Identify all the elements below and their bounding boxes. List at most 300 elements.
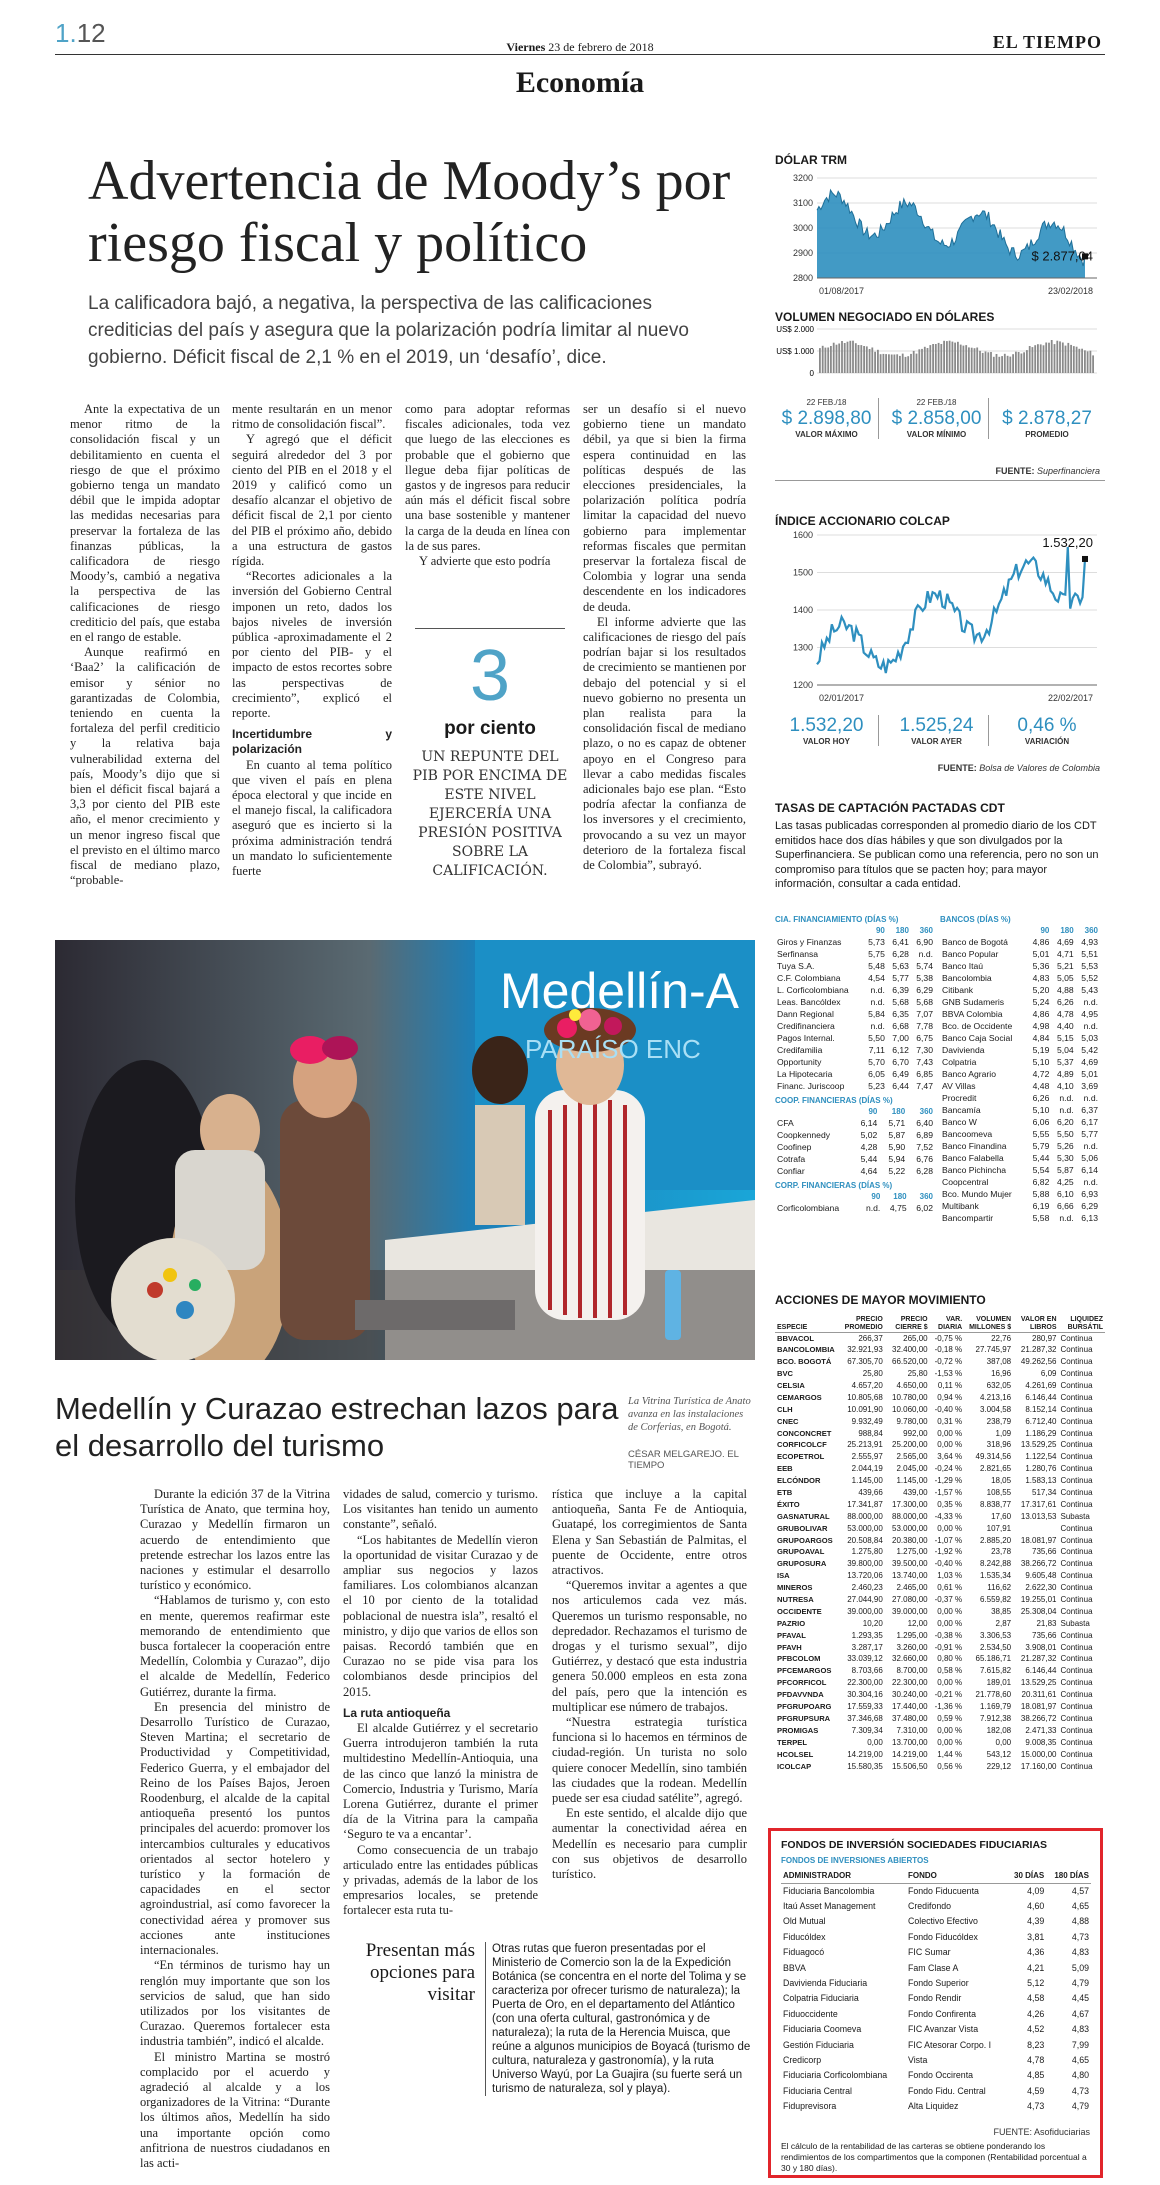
table-row bbox=[781, 1929, 1091, 1944]
stock-value: -1,57 % bbox=[934, 1488, 963, 1498]
stock-value: 2.565,00 bbox=[896, 1452, 928, 1462]
stock-value: 7.309,34 bbox=[851, 1725, 883, 1735]
stock-value: 735,66 bbox=[1032, 1547, 1057, 1557]
volume-bar bbox=[871, 348, 873, 374]
return-180d: 4,83 bbox=[1071, 1947, 1089, 1958]
table-row bbox=[775, 936, 935, 948]
funds-title: FONDOS DE INVERSIÓN SOCIEDADES FIDUCIARIAS bbox=[781, 1839, 1048, 1851]
table-row bbox=[781, 1945, 1091, 1960]
rate-value: 4,48 bbox=[1032, 1081, 1050, 1091]
table-row bbox=[940, 1212, 1100, 1224]
stock-value: Subasta bbox=[1060, 1511, 1090, 1521]
stock-value: 0,00 bbox=[995, 1737, 1012, 1747]
table-row bbox=[775, 984, 935, 996]
table-row bbox=[775, 1368, 1105, 1380]
rate-value: 6,35 bbox=[892, 1009, 909, 1019]
stock-value: Subasta bbox=[1060, 1618, 1090, 1628]
table-row bbox=[940, 1104, 1100, 1116]
volume-bar bbox=[858, 345, 860, 373]
volume-bar bbox=[836, 345, 838, 373]
table-row bbox=[775, 996, 935, 1008]
fund-admin: Fiduoccidente bbox=[783, 2008, 838, 2019]
stock-value: Continua bbox=[1060, 1523, 1093, 1533]
stock-value: Continua bbox=[1060, 1713, 1093, 1723]
stock-value: 32.400,00 bbox=[892, 1345, 928, 1355]
rate-value: 6,26 bbox=[1032, 1093, 1050, 1103]
stock-value: 2,87 bbox=[995, 1618, 1012, 1628]
volume-bar bbox=[827, 348, 829, 374]
stat-value: 1.532,20 bbox=[789, 715, 864, 736]
table-row bbox=[775, 1534, 1105, 1546]
return-180d: 4,65 bbox=[1071, 2054, 1089, 2065]
stock-value: 10,20 bbox=[862, 1618, 883, 1628]
volume-bar bbox=[965, 345, 967, 373]
stock-value: 23,78 bbox=[991, 1547, 1012, 1557]
stock-value: 1,09 bbox=[995, 1428, 1012, 1438]
rate-value: 5,68 bbox=[916, 997, 933, 1007]
stock-symbol: OCCIDENTE bbox=[777, 1606, 822, 1616]
last-value-label: $ 2.877,04 bbox=[1031, 248, 1093, 264]
stock-value: 0,56 % bbox=[937, 1761, 963, 1771]
return-180d: 4,79 bbox=[1071, 1978, 1089, 1989]
rate-value: 4,71 bbox=[1056, 949, 1074, 959]
days-label: 360 bbox=[919, 1106, 933, 1116]
volume-bar bbox=[943, 341, 945, 373]
table-row bbox=[775, 1594, 1105, 1606]
stat-label: VALOR AYER bbox=[911, 737, 962, 746]
stock-value: 2.460,23 bbox=[851, 1583, 883, 1593]
stock-value: 21.287,32 bbox=[1020, 1345, 1057, 1355]
divider bbox=[775, 480, 1105, 481]
rate-value: n.d. bbox=[1083, 1177, 1098, 1187]
rate-value: 5,37 bbox=[1056, 1057, 1074, 1067]
rate-value: 5,51 bbox=[1081, 949, 1098, 959]
fund-name: Fondo Fidu. Central bbox=[908, 2085, 986, 2096]
volume-bar bbox=[860, 345, 862, 373]
entity-name: AV Villas bbox=[942, 1081, 976, 1091]
stock-value: 17.160,00 bbox=[1020, 1761, 1057, 1771]
stock-symbol: CEMARGOS bbox=[777, 1392, 822, 1402]
rate-value: 5,90 bbox=[888, 1142, 906, 1152]
stock-symbol: HCOLSEL bbox=[777, 1749, 814, 1759]
return-180d: 4,80 bbox=[1071, 2070, 1089, 2081]
column-header: ADMINISTRADOR bbox=[781, 1869, 906, 1883]
fund-name: Fondo Fiducuenta bbox=[908, 1885, 979, 1896]
stock-value: 15.506,50 bbox=[892, 1761, 928, 1771]
rate-value: 6,02 bbox=[916, 1203, 933, 1213]
stat-label: PROMEDIO bbox=[1025, 430, 1069, 439]
volume-bar bbox=[896, 354, 898, 373]
stock-value: 0,00 % bbox=[937, 1618, 963, 1628]
stock-value: 14.219,00 bbox=[892, 1749, 928, 1759]
stock-symbol: ISA bbox=[777, 1571, 790, 1581]
stock-value: Continua bbox=[1060, 1535, 1093, 1545]
rate-value: 6,17 bbox=[1081, 1117, 1098, 1127]
stock-symbol: GRUPOAVAL bbox=[777, 1547, 825, 1557]
return-180d: 4,65 bbox=[1071, 1901, 1089, 1912]
entity-name: Citibank bbox=[942, 985, 974, 995]
stat-block bbox=[775, 398, 879, 439]
stock-value: 13.740,00 bbox=[892, 1571, 928, 1581]
fund-name: Fondo Superior bbox=[908, 1978, 969, 1989]
stock-value: 1.169,79 bbox=[979, 1702, 1012, 1712]
stock-value: Continua bbox=[1060, 1737, 1093, 1747]
cdt-group-header: BANCOS (DÍAS %) bbox=[940, 915, 1011, 924]
fund-name: Fam Clase A bbox=[908, 1962, 959, 1973]
stat-value: $ 2.858,00 bbox=[891, 408, 982, 429]
fund-name: Alta Liquidez bbox=[908, 2101, 959, 2112]
rate-value: 5,44 bbox=[1032, 1153, 1050, 1163]
table-row bbox=[775, 1356, 1105, 1368]
volume-bar bbox=[927, 348, 929, 373]
stock-value: 3.306,53 bbox=[979, 1630, 1012, 1640]
volume-bar bbox=[883, 354, 885, 373]
stock-value: 0,00 % bbox=[937, 1606, 963, 1616]
rate-value: 5,52 bbox=[1081, 973, 1098, 983]
funds-source: FUENTE: Asofiduciarias bbox=[993, 2127, 1090, 2137]
entity-name: Tuya S.A. bbox=[777, 961, 815, 971]
volume-bar bbox=[968, 347, 970, 373]
colcap-source: FUENTE: Bolsa de Valores de Colombia bbox=[937, 763, 1100, 773]
volume-bar bbox=[913, 351, 915, 373]
last-value-label: 1.532,20 bbox=[1042, 534, 1093, 550]
stock-value: 14.219,00 bbox=[847, 1749, 883, 1759]
stock-symbol: EEB bbox=[777, 1464, 793, 1474]
stock-symbol: GRUBOLIVAR bbox=[777, 1523, 828, 1533]
rate-value: n.d. bbox=[1083, 1093, 1098, 1103]
stock-value: 27.080,00 bbox=[892, 1595, 928, 1605]
table-row bbox=[775, 1677, 1105, 1689]
stock-value: 39.000,00 bbox=[892, 1606, 928, 1616]
rate-value: 4,28 bbox=[860, 1142, 878, 1152]
rate-value: 6,39 bbox=[892, 985, 909, 995]
entity-name: Banco Caja Social bbox=[942, 1033, 1013, 1043]
table-row bbox=[940, 948, 1100, 960]
stock-value: 2.045,00 bbox=[896, 1464, 928, 1474]
rate-value: 6,89 bbox=[916, 1130, 933, 1140]
y-tick-label: 3100 bbox=[792, 198, 813, 208]
table-row bbox=[940, 1032, 1100, 1044]
stock-value: 17.341,87 bbox=[847, 1499, 883, 1509]
stock-value: 517,34 bbox=[1032, 1488, 1057, 1498]
table-row bbox=[775, 1391, 1105, 1403]
stock-value: 38,85 bbox=[991, 1606, 1012, 1616]
stock-symbol: PAZRIO bbox=[777, 1618, 806, 1628]
table-row bbox=[775, 1748, 1105, 1760]
days-label: 90 bbox=[875, 925, 885, 935]
stock-value: 15.580,35 bbox=[847, 1761, 883, 1771]
rate-value: 5,87 bbox=[888, 1130, 906, 1140]
rate-value: 4,10 bbox=[1056, 1081, 1074, 1091]
table-row bbox=[940, 1056, 1100, 1068]
volume-bar bbox=[822, 346, 824, 373]
last-point-marker bbox=[1082, 556, 1088, 562]
stock-value: Continua bbox=[1060, 1416, 1093, 1426]
volume-bar bbox=[1040, 344, 1042, 373]
volume-bar bbox=[918, 349, 920, 373]
stock-value: 1,44 % bbox=[937, 1749, 963, 1759]
stock-value: 2.471,33 bbox=[1025, 1725, 1057, 1735]
stock-value: 20.508,84 bbox=[847, 1535, 883, 1545]
table-row bbox=[775, 1605, 1105, 1617]
volume-bar bbox=[952, 342, 954, 373]
stock-value: 20.311,61 bbox=[1021, 1690, 1057, 1700]
funds-table bbox=[781, 1869, 1091, 2114]
volume-bar bbox=[1001, 356, 1003, 373]
stat-label: VALOR HOY bbox=[803, 737, 850, 746]
stock-value: 0,94 % bbox=[937, 1392, 963, 1402]
volume-bar bbox=[1090, 351, 1092, 373]
stat-date bbox=[995, 398, 1099, 408]
stock-value: 49.314,56 bbox=[975, 1452, 1012, 1462]
y-tick-label: 1500 bbox=[792, 567, 813, 578]
return-180d: 4,45 bbox=[1071, 1993, 1089, 2004]
stock-value: 22.300,00 bbox=[847, 1678, 883, 1688]
stock-value: Continua bbox=[1060, 1630, 1093, 1640]
rate-value: 5,50 bbox=[868, 1033, 885, 1043]
stock-value: 6.559,82 bbox=[979, 1595, 1012, 1605]
rate-value: 6,66 bbox=[1056, 1201, 1074, 1211]
stock-value: -0,24 % bbox=[934, 1464, 963, 1474]
stock-value: 2.555,97 bbox=[851, 1452, 883, 1462]
fund-admin: Itaú Asset Management bbox=[783, 1901, 876, 1912]
table-row bbox=[775, 948, 935, 960]
table-row bbox=[781, 2098, 1091, 2113]
rate-value: 5,03 bbox=[1081, 1033, 1098, 1043]
stock-value: 21,83 bbox=[1036, 1618, 1057, 1628]
rate-value: 6,12 bbox=[892, 1045, 909, 1055]
stock-value: 32.921,93 bbox=[847, 1345, 883, 1355]
page-number: 1.12 bbox=[55, 18, 106, 48]
stock-value: 735,66 bbox=[1032, 1630, 1057, 1640]
volume-bar bbox=[874, 352, 876, 373]
stock-value: 543,12 bbox=[986, 1749, 1012, 1759]
stock-symbol: GRUPOSURA bbox=[777, 1559, 827, 1569]
return-180d: 4,88 bbox=[1071, 1916, 1089, 1927]
volume-bar bbox=[852, 341, 854, 373]
column-header: PRECIO CIERRE $ bbox=[885, 1310, 930, 1332]
volume-bar bbox=[899, 356, 901, 373]
entity-name: Bco. Mundo Mujer bbox=[942, 1189, 1012, 1199]
table-row bbox=[940, 1020, 1100, 1032]
volume-chart bbox=[775, 325, 1105, 380]
table-row bbox=[775, 1202, 935, 1214]
stock-value: -1,07 % bbox=[934, 1535, 963, 1545]
volume-bar bbox=[924, 347, 926, 373]
stock-value: 4.213,16 bbox=[979, 1392, 1012, 1402]
table-row bbox=[775, 1008, 935, 1020]
stock-value: 266,37 bbox=[858, 1333, 883, 1343]
days-label: 180 bbox=[895, 925, 909, 935]
return-180d: 4,73 bbox=[1071, 2085, 1089, 2096]
rate-value: 5,15 bbox=[1056, 1033, 1074, 1043]
volume-bar bbox=[855, 343, 857, 373]
rate-value: 4,40 bbox=[1056, 1021, 1074, 1031]
volume-bar bbox=[1032, 347, 1034, 373]
table-row bbox=[775, 1427, 1105, 1439]
stock-value: 53.000,00 bbox=[847, 1523, 883, 1533]
volume-bar bbox=[938, 343, 940, 373]
entity-name: GNB Sudameris bbox=[942, 997, 1005, 1007]
stock-value: 1.275,80 bbox=[851, 1547, 883, 1557]
stock-value: 67.305,70 bbox=[847, 1357, 883, 1367]
rate-value: n.d. bbox=[1083, 1021, 1098, 1031]
rate-value: 5,48 bbox=[868, 961, 885, 971]
rate-value: 5,43 bbox=[1081, 985, 1098, 995]
sidebar-box-title: Presentan más opciones para visitar bbox=[365, 1940, 475, 2005]
volume-bar bbox=[1045, 343, 1047, 374]
rate-value: 4,25 bbox=[1056, 1177, 1074, 1187]
table-row bbox=[940, 972, 1100, 984]
rate-value: 4,86 bbox=[1032, 1009, 1050, 1019]
stock-value: 1.535,34 bbox=[979, 1571, 1012, 1581]
y-tick-label: 2900 bbox=[792, 248, 813, 258]
table-row bbox=[940, 1140, 1100, 1152]
rate-value: 6,14 bbox=[1081, 1165, 1098, 1175]
stock-value: 3,64 % bbox=[937, 1452, 963, 1462]
rate-value: 7,52 bbox=[916, 1142, 933, 1152]
column-header: PRECIO PROMEDIO bbox=[837, 1310, 885, 1332]
stock-value: 0,00 % bbox=[937, 1428, 963, 1438]
fund-admin: Colpatria Fiduciaria bbox=[783, 1993, 859, 2004]
entity-name: Davivienda bbox=[942, 1045, 985, 1055]
stock-value: 0,35 % bbox=[937, 1499, 963, 1509]
stock-value: 9.008,35 bbox=[1025, 1737, 1057, 1747]
stock-symbol: CORFICOLCF bbox=[777, 1440, 827, 1450]
stock-value: 439,00 bbox=[903, 1488, 928, 1498]
stock-value: 0,00 % bbox=[937, 1440, 963, 1450]
rate-value: 7,00 bbox=[892, 1033, 909, 1043]
stock-value: -0,40 % bbox=[934, 1559, 963, 1569]
volume-bar bbox=[946, 341, 948, 373]
cdt-group-header: CIA. FINANCIAMIENTO (DÍAS %) bbox=[775, 915, 899, 924]
stock-value: 3.004,58 bbox=[979, 1404, 1012, 1414]
table-row bbox=[775, 1475, 1105, 1487]
days-label: 360 bbox=[919, 1191, 933, 1201]
stock-value: 0,00 bbox=[867, 1737, 883, 1747]
volume-bar bbox=[888, 354, 890, 373]
column-header: VOLUMEN MILLONES $ bbox=[964, 1310, 1013, 1332]
table-row bbox=[775, 1056, 935, 1068]
stock-value: 1.293,35 bbox=[851, 1630, 883, 1640]
stock-value: 1.145,00 bbox=[851, 1476, 883, 1486]
days-label: 90 bbox=[1040, 925, 1050, 935]
fund-admin: Gestión Fiduciaria bbox=[783, 2039, 854, 2050]
stock-value: 30.304,16 bbox=[847, 1690, 883, 1700]
photo-credit: CÉSAR MELGAREJO. EL TIEMPO bbox=[628, 1449, 739, 1471]
volume-bar bbox=[844, 343, 846, 373]
stock-value: 0,31 % bbox=[937, 1416, 963, 1426]
entity-name: Cotrafa bbox=[777, 1154, 806, 1164]
stock-value: -0,40 % bbox=[934, 1404, 963, 1414]
table-row bbox=[940, 1128, 1100, 1140]
rate-value: 5,30 bbox=[1056, 1153, 1074, 1163]
cdt-days-header bbox=[775, 1105, 935, 1117]
stock-value: 108,55 bbox=[986, 1488, 1012, 1498]
volume-bar bbox=[1007, 356, 1009, 373]
fund-admin: Fiducóldex bbox=[783, 1931, 826, 1942]
return-30d: 4,39 bbox=[1027, 1916, 1045, 1927]
stock-value: 39.800,00 bbox=[847, 1559, 883, 1569]
rate-value: 4,95 bbox=[1081, 1009, 1098, 1019]
table-row bbox=[940, 936, 1100, 948]
stat-value: $ 2.898,80 bbox=[781, 408, 872, 429]
return-30d: 4,09 bbox=[1027, 1885, 1045, 1896]
table-row bbox=[781, 1960, 1091, 1975]
volume-bar bbox=[1034, 345, 1036, 373]
stock-symbol: CONCONCRET bbox=[777, 1428, 832, 1438]
table-row bbox=[781, 2083, 1091, 2098]
rate-value: 6,14 bbox=[860, 1118, 878, 1128]
stock-value: 107,91 bbox=[986, 1523, 1012, 1533]
stock-value: 1.186,29 bbox=[1025, 1428, 1057, 1438]
stock-value: 189,01 bbox=[986, 1678, 1012, 1688]
stock-value: 13.700,00 bbox=[892, 1737, 928, 1747]
volume-bar bbox=[1087, 351, 1089, 373]
stock-value: 992,00 bbox=[903, 1428, 928, 1438]
stock-value: 27.044,90 bbox=[847, 1595, 883, 1605]
article-column-1: Ante la expectativa de un menor ritmo de la consolidación fiscal y un debilitamiento en cuenta el riesgo de que el próximo gobierno tenga un mandato débil que le impida adoptar las medidas necesarias para preservar la fortaleza de las finanzas públicas, la calificadora de riesgo Moody’s, cambió a negativa la perspectiva de las calificaciones de riesgo crediticio del país, que estaba en el rango de estable. Aunque reafirmó en ‘Baa2’ la calificación de emisor y sénior no garantizadas de Colombia, teniendo en cuenta la fortaleza del perfil crediticio y la relativa baja vulnerabilidad externa del país, Moody’s dijo que si bien el déficit fiscal bajará a 3,3 por ciento del PIB este año, el menor crecimiento y un menor ingreso fiscal que el previsto en el último marco fiscal de mediano plazo, “probable- bbox=[70, 402, 220, 888]
volume-bar bbox=[954, 343, 956, 373]
photo-sign-text: Medellín-A bbox=[500, 963, 739, 1019]
table-row bbox=[940, 960, 1100, 972]
fund-name: Fondo Occirenta bbox=[908, 2070, 974, 2081]
stat-block bbox=[995, 715, 1099, 746]
rate-value: 6,13 bbox=[1081, 1213, 1098, 1223]
issue-date: Viernes 23 de febrero de 2018 bbox=[506, 40, 654, 54]
cdt-days-header bbox=[775, 1190, 935, 1202]
return-180d: 4,79 bbox=[1071, 2101, 1089, 2112]
volume-bar bbox=[971, 348, 973, 373]
column-header: ESPECIE bbox=[775, 1310, 837, 1332]
table-row bbox=[940, 1092, 1100, 1104]
volume-bar bbox=[929, 345, 931, 373]
stock-symbol: CNEC bbox=[777, 1416, 799, 1426]
stock-value: 8.152,14 bbox=[1025, 1404, 1057, 1414]
fund-admin: Credicorp bbox=[783, 2054, 822, 2065]
volume-bar bbox=[1029, 346, 1031, 373]
stock-value: 1.122,54 bbox=[1025, 1452, 1057, 1462]
rate-value: 6,06 bbox=[1032, 1117, 1050, 1127]
table-row bbox=[775, 1141, 935, 1153]
stock-value: 0,61 % bbox=[937, 1583, 963, 1593]
y-tick-label: 1200 bbox=[792, 680, 813, 690]
stock-value: 18,05 bbox=[991, 1476, 1012, 1486]
stock-value: 10.780,00 bbox=[892, 1392, 928, 1402]
stock-value: 387,08 bbox=[986, 1357, 1012, 1367]
volume-bar bbox=[1065, 346, 1067, 373]
stock-value: 37.346,68 bbox=[847, 1713, 883, 1723]
stock-value: Continua bbox=[1060, 1345, 1093, 1355]
return-30d: 4,52 bbox=[1027, 2024, 1045, 2035]
entity-name: CFA bbox=[777, 1118, 794, 1128]
stock-symbol: PFGRUPSURA bbox=[777, 1713, 831, 1723]
volume-bar bbox=[960, 345, 962, 373]
table-row bbox=[781, 2068, 1091, 2083]
fund-name: Fondo Confirenta bbox=[908, 2008, 976, 2019]
stock-value: 38.266,72 bbox=[1020, 1559, 1057, 1569]
fund-name: Vista bbox=[908, 2054, 928, 2065]
volume-bar bbox=[996, 354, 998, 373]
cdt-left-tables bbox=[775, 915, 940, 1214]
table-row bbox=[940, 1176, 1100, 1188]
rate-value: 5,10 bbox=[1032, 1057, 1050, 1067]
rate-value: 5,74 bbox=[916, 961, 933, 971]
funds-highlight-box bbox=[768, 1828, 1103, 2178]
volume-bar bbox=[891, 355, 893, 374]
entity-name: Dann Regional bbox=[777, 1009, 834, 1019]
rate-value: n.d. bbox=[1083, 1141, 1098, 1151]
